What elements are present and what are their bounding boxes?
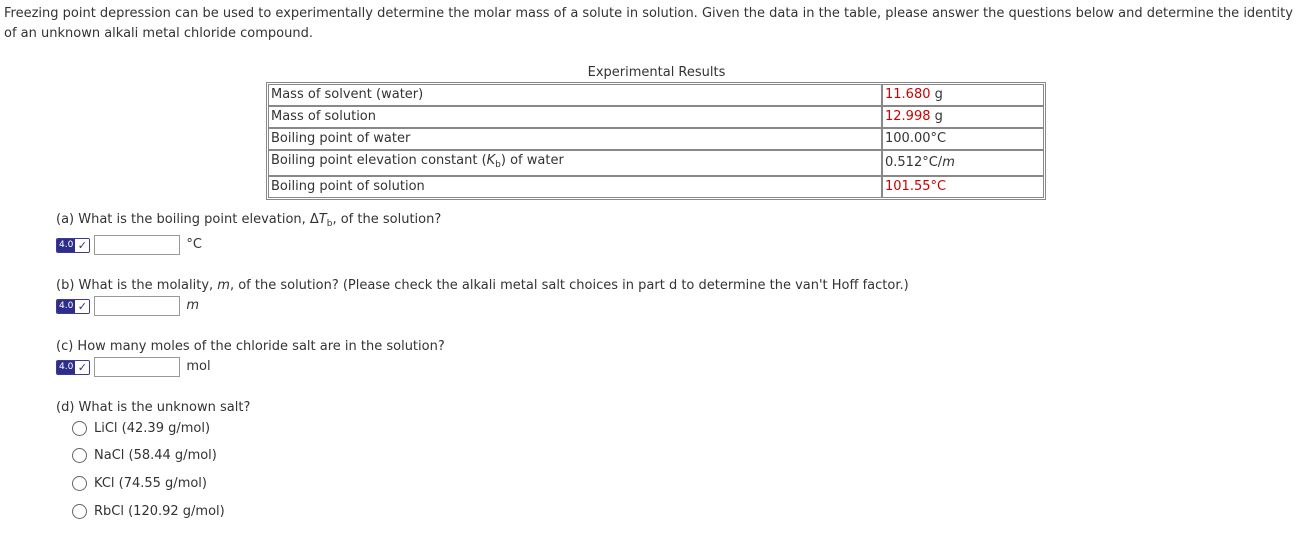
question-b (56, 277, 909, 295)
label-var: K (486, 153, 496, 168)
check-icon: ✓ (75, 300, 89, 313)
unit-label: °C (186, 237, 202, 252)
value-unit: m (942, 155, 955, 170)
answer-row-c (56, 356, 211, 378)
points-badge (56, 299, 90, 314)
salt-option[interactable] (72, 445, 217, 465)
label-text: Boiling point elevation constant ( (271, 153, 487, 168)
row-label: Mass of solution (268, 106, 882, 128)
answer-input-b[interactable] (94, 296, 180, 316)
value-unit: g (930, 109, 943, 124)
row-value (882, 150, 1044, 176)
radio-button[interactable] (72, 476, 87, 491)
value-number: 101.55°C (885, 179, 947, 194)
table-row (268, 84, 1044, 106)
question-sub: b (326, 219, 333, 229)
value-number: 11.680 (885, 87, 931, 102)
radio-button[interactable] (72, 448, 87, 463)
points-value: 4.0 (59, 239, 74, 250)
question-var: m (217, 278, 230, 293)
label-text: ) of water (500, 153, 564, 168)
question-c: (c) How many moles of the chloride salt are in the solution? (56, 339, 445, 354)
salt-option[interactable] (72, 418, 210, 438)
question-text: (a) What is the boiling point elevation, Δ (56, 212, 319, 227)
row-value (882, 128, 1044, 150)
value-number: 0.512°C/ (885, 155, 943, 170)
answer-row-a (56, 234, 202, 256)
table-row (268, 106, 1044, 128)
value-number: 100.00°C (885, 131, 947, 146)
option-label: NaCl (58.44 g/mol) (94, 447, 217, 463)
unit-label: m (186, 298, 199, 313)
check-icon: ✓ (75, 361, 89, 374)
value-number: 12.998 (885, 109, 931, 124)
points-value: 4.0 (59, 361, 74, 372)
question-text: , of the solution? (Please check the alkali metal salt choices in part d to determine the van't Hoff factor.) (229, 278, 909, 293)
row-label: Mass of solvent (water) (268, 84, 882, 106)
option-label: LiCl (42.39 g/mol) (94, 420, 211, 436)
answer-row-b (56, 295, 199, 317)
answer-input-a[interactable] (94, 235, 180, 255)
salt-option[interactable] (72, 473, 207, 493)
question-a (56, 211, 441, 233)
row-label: Boiling point of water (268, 128, 882, 150)
table-caption: Experimental Results (587, 65, 726, 80)
question-text: , of the solution? (332, 212, 442, 227)
problem-intro: Freezing point depression can be used to experimentally determine the molar mass of a solute in solution. Given the data in the table, please answer the questions below and determine the identity of an unknown alkali metal chloride compound. (4, 6, 1293, 41)
option-label: RbCl (120.92 g/mol) (94, 503, 225, 519)
points-badge (56, 238, 90, 253)
question-text: (b) What is the molality, (56, 278, 218, 293)
table-row (268, 150, 1044, 176)
experimental-results-table (266, 82, 1046, 200)
question-d: (d) What is the unknown salt? (56, 400, 251, 415)
table-row (268, 128, 1044, 150)
answer-input-c[interactable] (94, 357, 180, 377)
row-value (882, 106, 1044, 128)
row-value (882, 176, 1044, 198)
salt-option[interactable] (72, 501, 225, 521)
points-value: 4.0 (59, 300, 74, 311)
row-value (882, 84, 1044, 106)
value-unit: g (930, 87, 943, 102)
row-label: Boiling point of solution (268, 176, 882, 198)
question-var: T (318, 212, 327, 227)
check-icon: ✓ (75, 239, 89, 252)
points-badge (56, 360, 90, 375)
radio-button[interactable] (72, 504, 87, 519)
label-sub: b (495, 160, 501, 170)
unit-label: mol (186, 359, 211, 374)
row-label (268, 150, 882, 176)
table-row (268, 176, 1044, 198)
radio-button[interactable] (72, 421, 87, 436)
option-label: KCl (74.55 g/mol) (94, 475, 207, 491)
